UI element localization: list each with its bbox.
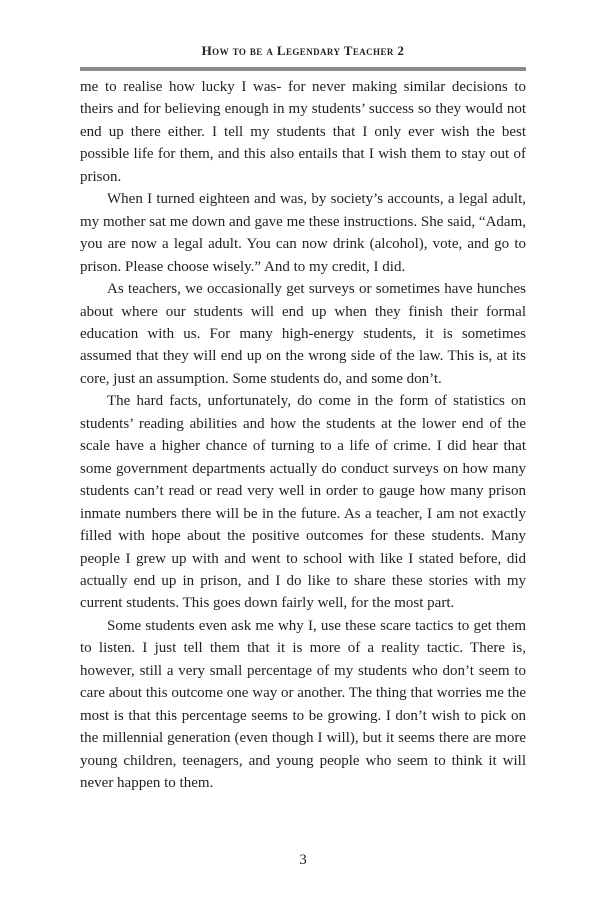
paragraph: When I turned eighteen and was, by society’s accounts, a legal adult, my mother sat me down and gave me these instructions. She said, “Adam, you are now a legal adult. You can now drink (alcohol), vote, and go to prison. Please choose wisely.” And to my credit, I did. — [80, 191, 526, 275]
running-head: How to be a Legendary Teacher 2 — [201, 43, 405, 58]
paragraph-continued: me to realise how lucky I was- for never making similar decisions to theirs and for believing enough in my students’ success so they would not end up there either. I tell my students that I only ever wish the best possible life for them, and this also entails that I wish them to stay out of prison. — [80, 79, 526, 185]
paragraph: Some students even ask me why I, use these scare tactics to get them to listen. I just tell them that it is more of a reality tactic. There is, however, still a very small percentage of my students who don’t seem to care about this outcome one way or another. The thing that worries me the most is that this percentage seems to be growing. I don’t wish to pick on the millennial generation (even though I will), but it seems there are more young children, teenagers, and young people who seem to think it will never happen to them. — [80, 617, 526, 792]
body-text — [80, 76, 526, 795]
paragraph: The hard facts, unfortunately, do come in the form of statistics on students’ reading abilities and how the students at the lower end of the scale have a higher chance of turning to a life of crime. I did hear that some government departments actually do conduct surveys on how many students can’t read or read very well in order to gauge how many prison inmate numbers there will be in the future. As a teacher, I am not exactly filled with hope about the positive outcomes for these students. Many people I grew up with and went to school with like I stated before, did actually end up in prison, and I do like to share these stories with my current students. This goes down fairly well, for the most part. — [80, 393, 526, 612]
page-number: 3 — [299, 852, 307, 868]
paragraph: As teachers, we occasionally get surveys or sometimes have hunches about where our students will end up when they finish their formal education with us. For many high-energy students, it is sometimes assumed that they will end up on the wrong side of the law. This is, at its core, just an assumption. Some students do, and some don’t. — [80, 281, 526, 387]
header-rule — [80, 67, 526, 71]
